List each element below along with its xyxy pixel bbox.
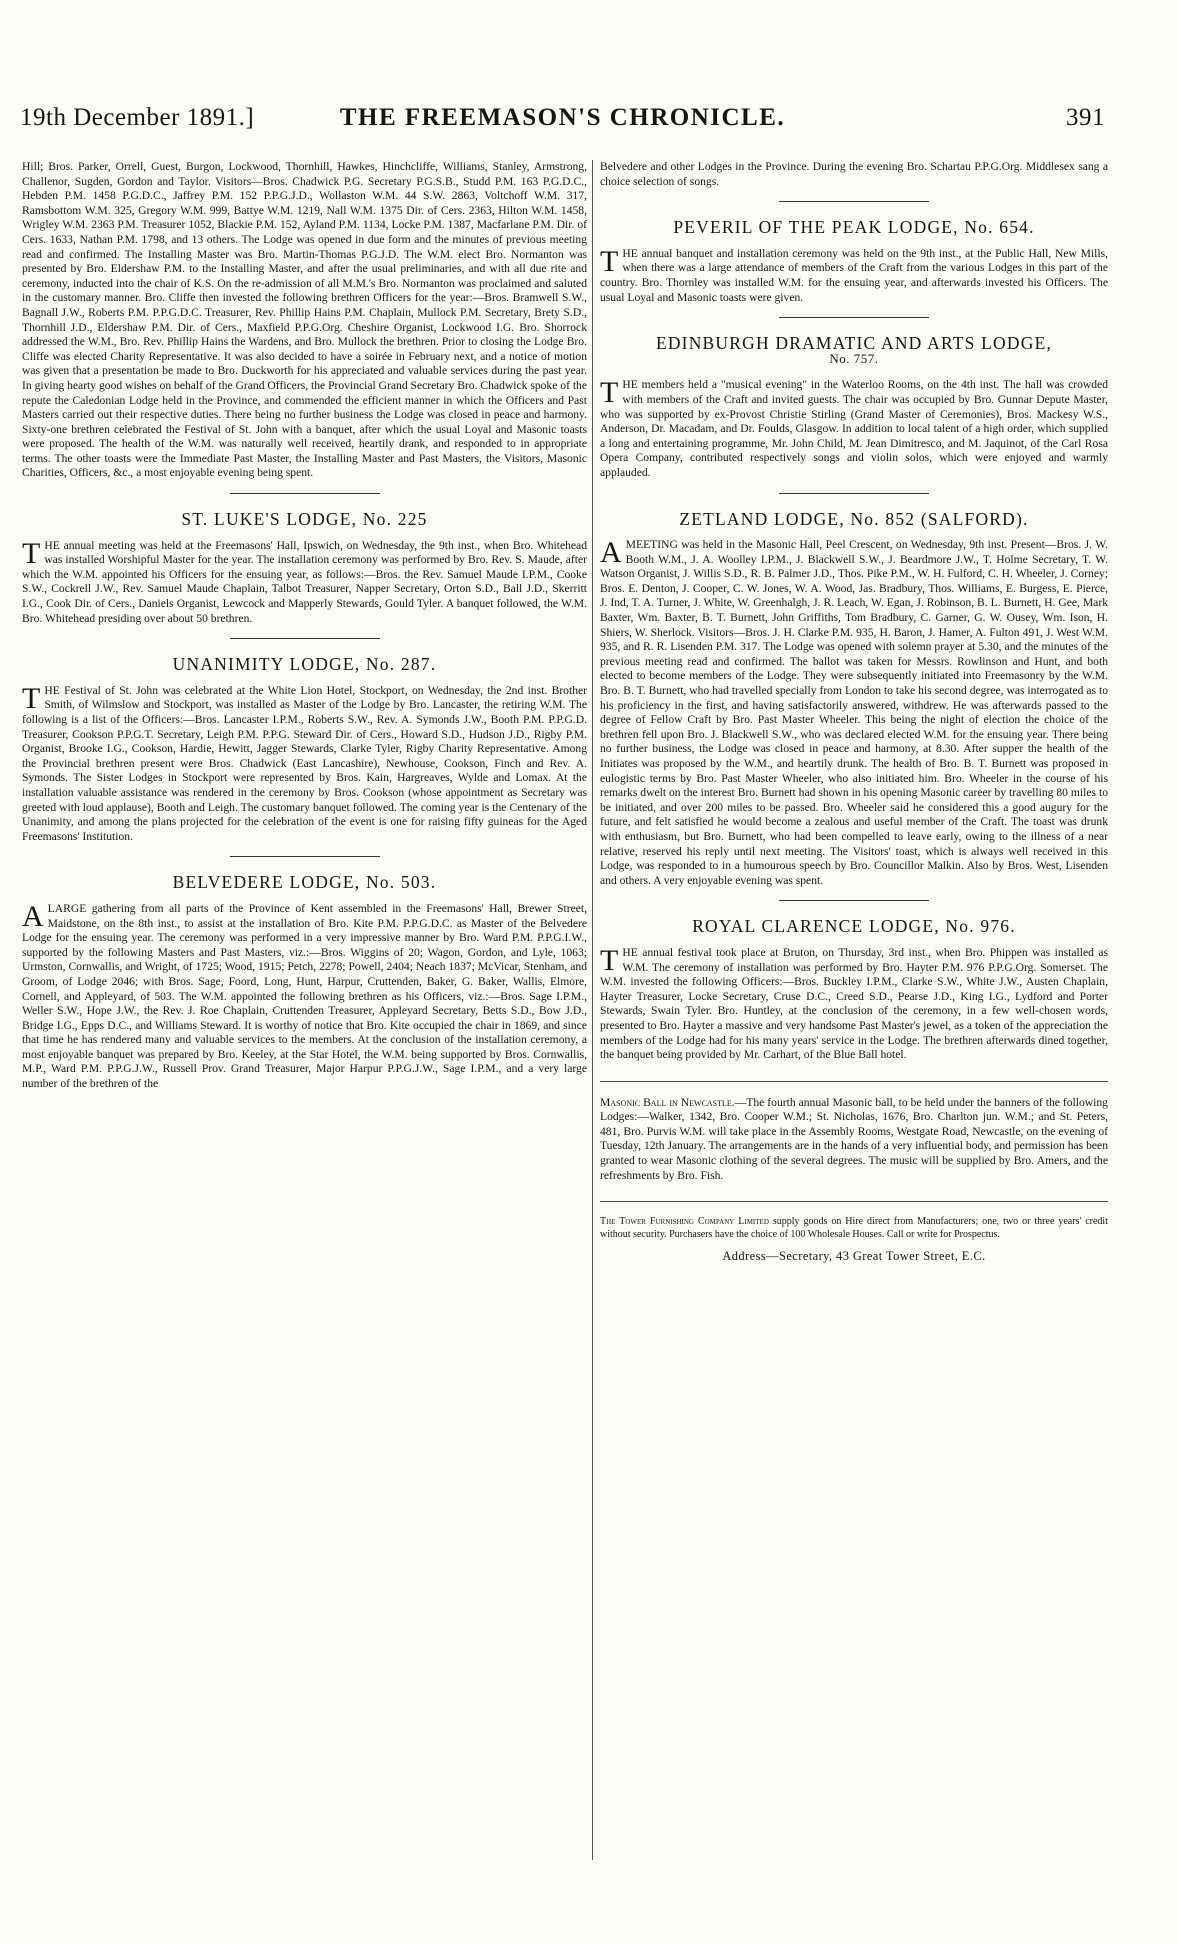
- drop-cap: T: [22, 536, 41, 570]
- section-rule: [230, 638, 380, 639]
- publication-title: THE FREEMASON'S CHRONICLE.: [339, 104, 786, 131]
- advertisement-address: Address—Secretary, 43 Great Tower Street, E.C.: [722, 1249, 986, 1264]
- advertisement-text: supply goods on Hire direct from Manufacturers; one, two or three years' credit without security. Purchasers have the choice of 100 Wholesale Houses. Call or write for Prospectus.: [600, 1216, 1108, 1240]
- section-heading: ZETLAND LODGE, No. 852 (SALFORD).: [679, 508, 1029, 529]
- article-text: LARGE gathering from all parts of the Province of Kent assembled in the Freemasons' Hall, Brewer Street, Maidstone, on the 8th inst., to assist at the installation of Bro. Kite P.M. P.P.G.D.C. as Master of the Belvedere Lodge for the ensuing year. The ceremony was performed in a very impressive manner by Bro. Ward P.M. P.P.G.I.W., supported by the following Masters and Past Masters, viz.:—Bros. Wiggins of 20; Wagon, Gordon, and Lyle, 1063; Urmston, Cornwallis, and Wright, of 1725; Wood, 1915; Petch, 2278; Powell, 2404; Neach 1837; McVicar, Stenham, and Groom, of Lodge 2046; with Bros. Sage, Foord, Long, Hunt, Harpur, Cruttenden, Baker, G. Baker, Wallis, Elmore, Cornell, and Appleyard, of 503. The W.M. appointed the following brethren as his Officers, viz.:—Bros. Sage I.P.M., Weller S.W., Hope J.W., the Rev. J. Roe Chaplain, Cruttenden Treasurer, Appleyard Secretary, Betts S.D., Bow J.D., Bridge I.G., Epps D.C., and Williams Steward. It is worthy of notice that Bro. Kite occupied the chair in 1869, and since that time he has rendered many and valuable services to the members. At the conclusion of the installation ceremony, a most enjoyable banquet was prepared by Bro. Keeley, at the Star Hotel, the W.M. being supported by Bros. Cornwallis, M.P., Ward P.M. P.P.G.J.W., Russell Prov. Grand Treasurer, Major Harpur P.P.G.J.W., Sage I.P.M., and a very large number of the brethren of the: [22, 901, 587, 1091]
- article-text: HE Festival of St. John was celebrated at the White Lion Hotel, Stockport, on Wednesday, the 2nd inst. Brother Smith, of Wilmslow and Stockport, was installed as Master of the Lodge by Bro. Lancaster, the retiring W.M. The following is a list of the Officers:—Bros. Lancaster I.P.M., Roberts S.W., Rev. A. Symonds J.W., Booth P.M. P.P.G.D. Treasurer, Cookson P.P.G.T. Secretary, Leigh P.M. P.P.G. Steward Dir. of Cers., Howard S.D., Hudson J.D., Rigby P.M. Organist, Brooke I.G., Cookson, Hardie, Hewitt, Jagger Stewards, Clarke Tyler, Rigby Charity Representative. Among the Provincial brethren present were Bros. Chadwick (East Lancashire), Newhouse, Cookson, Finch and Rev. A. Symonds. The Sister Lodges in Stockport were represented by Bros. Kain, Hargreaves, Wylde and Lomax. At the installation valuable assistance was rendered in the ceremony by Bros. Cookson (whose appointment as Secretary was greeted with loud applause), Booth and Leigh. The customary banquet followed. The coming year is the Centenary of the Unanimity, and among the plans projected for the celebration of the event is one for raising fifty guineas for the Aged Freemasons' Institution.: [22, 683, 587, 843]
- page-number: 391: [1066, 104, 1105, 131]
- issue-date: 19th December 1891.]: [20, 104, 255, 131]
- section-rule: [779, 201, 929, 202]
- section-heading: ROYAL CLARENCE LODGE, No. 976.: [692, 916, 1016, 937]
- section-heading: [600, 333, 1108, 366]
- section-heading: UNANIMITY LODGE, No. 287.: [172, 654, 437, 675]
- section-rule: [600, 1201, 1108, 1202]
- advertisement: [600, 1216, 1108, 1241]
- article-text: HE annual meeting was held at the Freemasons' Hall, Ipswich, on Wednesday, the 9th inst., when Bro. Whitehead was installed Worshipful Master for the year. The installation ceremony was performed by Bro. Rev. S. Maude, after which the W.M. appointed his Officers for the ensuing year, as follows:—Bros. the Rev. Samuel Maude I.P.M., Cooke S.W., Cockrell J.W., Rev. Samuel Maude Chaplain, Talbot Treasurer, Napper Secretary, Orton S.D., Ball J.D., Skerritt I.G., Cook Dir. of Cers., Daniels Organist, Lewcock and Mapperly Stewards, Gould Tyler. A banquet followed, the W.M. Bro. Whitehead presiding over about 50 brethren.: [22, 538, 587, 625]
- drop-cap: T: [22, 681, 41, 715]
- article-body: [22, 536, 587, 627]
- article-text: HE annual banquet and installation ceremony was held on the 9th inst., at the Public Hall, New Mills, when there was a large attendance of members of the Craft from the various Lodges in this part of the country. Bro. Thornley was installed W.M. for the ensuing year, and afterwards invested his Officers. The usual Loyal and Masonic toasts were given.: [600, 246, 1108, 304]
- heading-title: EDINBURGH DRAMATIC AND ARTS LODGE,: [655, 333, 1053, 354]
- drop-cap: T: [600, 943, 619, 977]
- news-item-title: Masonic Ball in Newcastle.: [600, 1095, 735, 1109]
- article-text: MEETING was held in the Masonic Hall, Peel Crescent, on Wednesday, 9th inst. Present—Bros. J. W. Booth W.M., J. A. Woolley I.P.M., J. Blackwell S.W., J. Beardmore J.W., T. Holme Secretary, T. W. Watson Organist, J. Willis S.D., R. B. Palmer J.D., Thos. Pike P.M., W. H. Fulford, C. H. Wheeler, J. Corney; Bros. E. Denton, J. Cooper, C. W. Jones, W. A. Wood, Jas. Bradbury, Thos. Williams, E. Burgess, E. Pierce, J. Ind, T. A. Turner, J. White, W. Greenhalgh, J. R. Leach, W. Egan, J. Robinson, B. L. Burnett, H. Gee, Mark Baxter, Wm. Baxter, B. T. Burnett, John Griffiths, Tom Bradbury, C. Garner, G. W. Ousey, Wm. Ison, H. Shiers, W. Sherlock. Visitors—Bros. J. H. Clarke P.M. 935, H. Baron, J. Hamer, A. Fulton 491, J. West W.M. 935, and R. R. Lisenden P.M. 317. The Lodge was opened with solemn prayer at 5.30, and the minutes of the previous meeting read and confirmed. The ballot was taken for Messrs. Rowlinson and Hunt, and both elected to become members of the Lodge. They were subsequently initiated into Freemasonry by the W.M. Bro. B. T. Burnett, who had travelled specially from London to take his second degree, was interrogated as to his proficiency in the first, and having satisfactorily answered, withdrew. He was afterwards passed to the degree of Fellow Craft by Bro. Past Master Wheeler. This being the night of election the choice of the brethren fell upon Bro. J. Blackwell S.W., who was declared elected W.M. for the ensuing year. There being no further business, the Lodge was closed in peace and harmony, at 8.30. After supper the health of the Initiates was proposed by the W.M., and heartily drunk. The health of Bro. B. T. Burnett was proposed in eulogistic terms by Bro. Past Master Wheeler, who also initiated him. Bro. Wheeler in the course of his remarks dwelt on the interest Bro. Burnett had shown in his opening Masonic career by travelling 80 miles to be initiated, and over 200 miles to be passed. Bro. Wheeler said he considered this a good augury for the future, and felt satisfied he would become a zealous and useful member of the Craft. The toast was drunk with enthusiasm, but Bro. Burnett, who had been compelled to leave early, owing to the illness of a near relative, reserved his reply until next meeting. The Visitors' toast, which is always well received in this Lodge, was responded to in a humourous speech by Bro. Councillor Malkin. Also by Bros. West, Lisenden and others. A very enjoyable evening was spent.: [600, 538, 1108, 887]
- continued-report: Hill; Bros. Parker, Orrell, Guest, Burgon, Lockwood, Thornhill, Hawkes, Hinchcliffe, Williams, Stanley, Armstrong, Challenor, Sugden, Gordon and Taylor. Visitors—Bros. Chadwick P.G. Secretary P.G.S.B., Studd P.M. 163 P.G.D.C., Hebden P.M. 1458 P.G.D.C., Jaffrey P.M. 152 P.P.G.J.D., Wollaston W.M. 44 S.W. 2863, Voltchoff W.M. 317, Ramsbottom W.M. 325, Gregory W.M. 999, Battye W.M. 1219, Nall W.M. 1375 Dir. of Cers. 2363, Hilton W.M. 1458, Wrigley W.M. 2363 P.M. Treasurer 1052, Blackie P.M. 152, Ayland P.M. 1134, Locke P.M. 1387, Macfarlane P.M. Dir. of Cers. 1633, Nathan P.M. 1798, and 13 others. The Lodge was opened in due form and the minutes of previous meeting read and confirmed. The Installing Master was Bro. Martin-Thomas P.G.J.D. The W.M. elect Bro. Normanton was presented by Bro. Eldershaw P.M. to the Installing Master, and after the usual preliminaries, and with all due rite and ceremony, inducted into the chair of K.S. On the re-admission of all M.M.'s Bro. Normanton was proclaimed and saluted in the customary manner. Bro. Cliffe then invested the following brethren Officers for the year:—Bros. Bramwell S.W., Bagnall J.W., Roberts P.M. P.P.G.D.C. Treasurer, Rev. Phillip Hains P.M. Chaplain, Mullock P.M. Secretary, Brety S.D., Thornhill J.D., Eldershaw P.M. Dir. of Cers., Maxfield P.P.G.Org. Cheshire Organist, Lockwood I.G. Bro. Shorrock addressed the W.M., Bro. Rev. Phillip Hains the Wardens, and Bro. Mullock the brethren. Prior to closing the Lodge Bro. Cliffe was elected Charity Representative. It was also decided to have a soirée in February next, and a notice of motion was given that a presentation be made to Bro. Duckworth for his appreciated and valuable services during the past year. In giving hearty good wishes on behalf of the Grand Officers, the Provincial Grand Secretary Bro. Chadwick spoke of the repute the Caledonian Lodge held in the Province, and commended the efficient manner in which the Officers and Past Masters carried out their respective duties. There being no further business the Lodge was closed in peace and harmony. Sixty-one brethren celebrated the Festival of St. John with a banquet, after which the usual Loyal and Masonic toasts were proposed. The health of the W.M. was naturally well received, heartily drank, and responded to in appropriate terms. The other toasts were the Immediate Past Master, the Installing Master and Past Masters, the Visitors, Masonic Charities, Officers, &c., a most enjoyable evening being spent.: [22, 160, 587, 480]
- article-body: [600, 943, 1108, 1063]
- news-item: [600, 1096, 1108, 1184]
- article-body: [600, 538, 1108, 888]
- article-body: [22, 681, 587, 845]
- section-rule: [230, 856, 380, 857]
- section-rule: [230, 493, 380, 494]
- column-divider: [592, 160, 593, 1860]
- news-item-text: —The fourth annual Masonic ball, to be held under the banners of the following Lodges:—Walker, 1342, Bro. Cooper W.M.; St. Nicholas, 1676, Bro. Charlton jun. W.M.; and St. Peters, 481, Bro. Purvis W.M. will take place in the Assembly Rooms, Westgate Road, Newcastle, on the evening of Tuesday, 12th January. The arrangements are in the hands of a very influential body, and permission has been granted to wear Masonic clothing of the several degrees. The music will be supplied by Bro. Amers, and the refreshments by Bro. Fish.: [600, 1095, 1108, 1182]
- continued-report: Belvedere and other Lodges in the Province. During the evening Bro. Schartau P.P.G.Org. Middlesex sang a choice selection of songs.: [600, 160, 1108, 188]
- drop-cap: A: [22, 899, 44, 933]
- article-body: [600, 378, 1108, 480]
- left-column: [22, 160, 587, 1096]
- section-rule: [779, 317, 929, 318]
- article-text: HE annual festival took place at Bruton, on Thursday, 3rd inst., when Bro. Phippen was installed as W.M. The ceremony of installation was performed by Bro. Hayter P.M. 976 P.P.G.Org. Somerset. The W.M. invested the following Officers:—Bros. Buckley I.P.M., Clarke S.W., White J.W., Austen Chaplain, Hayter Treasurer, Locke Secretary, Cruse D.C., Creed S.D., Pearse J.D., King I.G., Lydford and Porter Stewards, Swain Tyler. Bro. Huntley, at the conclusion of the ceremony, in a few well-chosen words, presented to Bro. Hayter a massive and very handsome Past Master's jewel, as a token of the appreciation the members of the Lodge had for his many years' service in the Lodge. The brethren afterwards dined together, the banquet being provided by Mr. Carhart, of the Blue Ball hotel.: [600, 945, 1108, 1062]
- section-heading: ST. LUKE'S LODGE, No. 225: [181, 509, 428, 530]
- drop-cap: A: [600, 536, 622, 570]
- right-column: [600, 160, 1108, 1264]
- page-header: [20, 104, 1105, 138]
- article-body: [600, 244, 1108, 305]
- advertiser-name: The Tower Furnishing Company Limited: [600, 1216, 769, 1228]
- heading-subtitle: No. 757.: [829, 350, 879, 366]
- article-body: [22, 899, 587, 1092]
- section-rule: [779, 493, 929, 494]
- drop-cap: T: [600, 244, 619, 278]
- section-rule: [600, 1081, 1108, 1082]
- section-heading: BELVEDERE LODGE, No. 503.: [172, 872, 437, 893]
- drop-cap: T: [600, 376, 619, 410]
- article-text: HE members held a "musical evening" in the Waterloo Rooms, on the 4th inst. The hall was crowded with members of the Craft and invited guests. The chair was occupied by Bro. Gunnar Depute Master, who was supported by ex-Provost Christie Stirling (Grand Master of Ceremonies), Bros. Mackesy W.S., Anderson, Dr. Macadam, and Dr. Foulds, Glasgow. In addition to local talent of a high order, which supplied a long and entertaining programme, Mr. John Child, M. Jean Dimitresco, and M. Jaquinot, of the Carl Rosa Opera Company, contributed respectively songs and violin solos, which were enjoyed and warmly applauded.: [600, 378, 1108, 479]
- section-rule: [779, 900, 929, 901]
- section-heading: PEVERIL OF THE PEAK LODGE, No. 654.: [673, 217, 1035, 238]
